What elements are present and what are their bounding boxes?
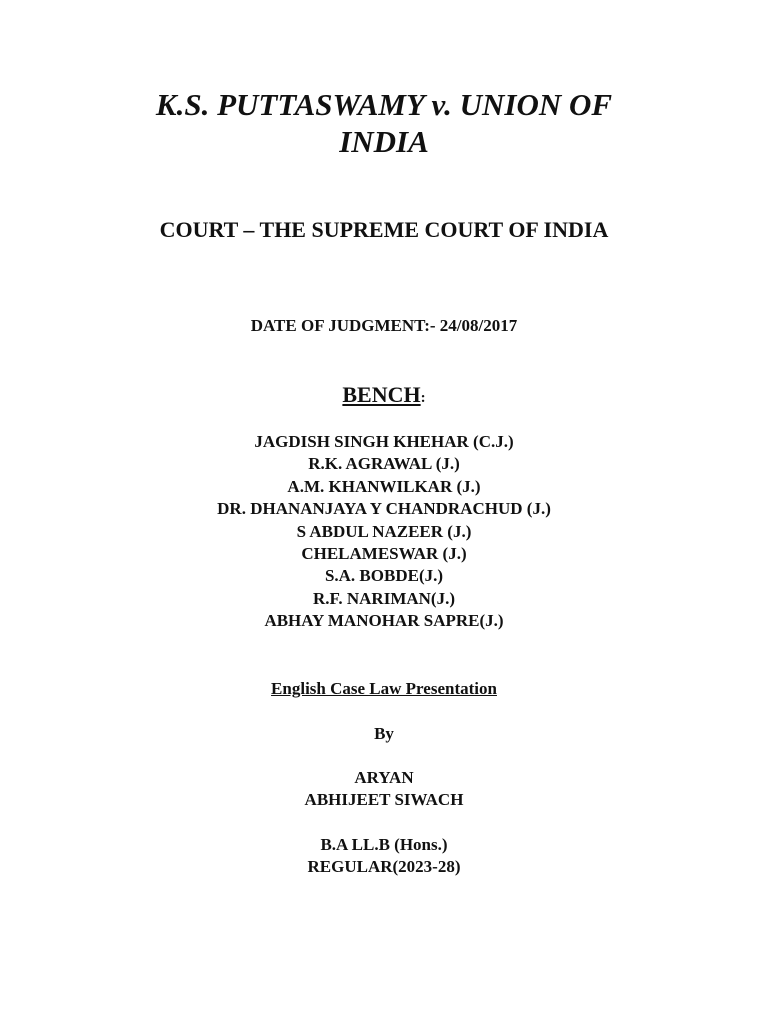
bench-heading: [0, 380, 768, 413]
judge-name: DR. DHANANJAYA Y CHANDRACHUD (J.): [217, 499, 551, 519]
court-heading: COURT – THE SUPREME COURT OF INDIA: [159, 217, 609, 242]
author-name: [0, 767, 768, 811]
presentation-title: English Case Law Presentation: [271, 679, 497, 698]
judge-name: R.F. NARIMAN(J.): [313, 588, 455, 608]
judge-name: CHELAMESWAR (J.): [301, 544, 467, 564]
bench-heading-label: BENCH: [342, 382, 421, 407]
course-details: [0, 834, 768, 878]
judge-name: R.K. AGRAWAL (J.): [308, 454, 460, 474]
judge-name: A.M. KHANWILKAR (J.): [287, 476, 481, 496]
judge-name: S.A. BOBDE(J.): [324, 566, 444, 586]
case-title: [0, 86, 768, 160]
bench-judges-list: [0, 431, 768, 633]
judge-name: JAGDISH SINGH KHEHAR (C.J.): [254, 432, 514, 451]
bench-heading-colon: :: [420, 390, 426, 406]
case-title-line-1: K.S. PUTTASWAMY v. UNION OF: [155, 87, 613, 122]
date-of-judgment: DATE OF JUDGMENT:- 24/08/2017: [250, 316, 518, 335]
course-line-2: REGULAR(2023-28): [307, 857, 461, 876]
judge-name: ABHAY MANOHAR SAPRE(J.): [264, 611, 504, 631]
author-name-line-1: ARYAN: [354, 768, 414, 787]
course-line-1: B.A LL.B (Hons.): [320, 835, 448, 854]
case-title-line-2: INDIA: [339, 124, 429, 159]
author-name-line-2: ABHIJEET SIWACH: [304, 790, 464, 809]
judge-name: S ABDUL NAZEER (J.): [296, 521, 472, 541]
by-label: By: [374, 724, 394, 743]
